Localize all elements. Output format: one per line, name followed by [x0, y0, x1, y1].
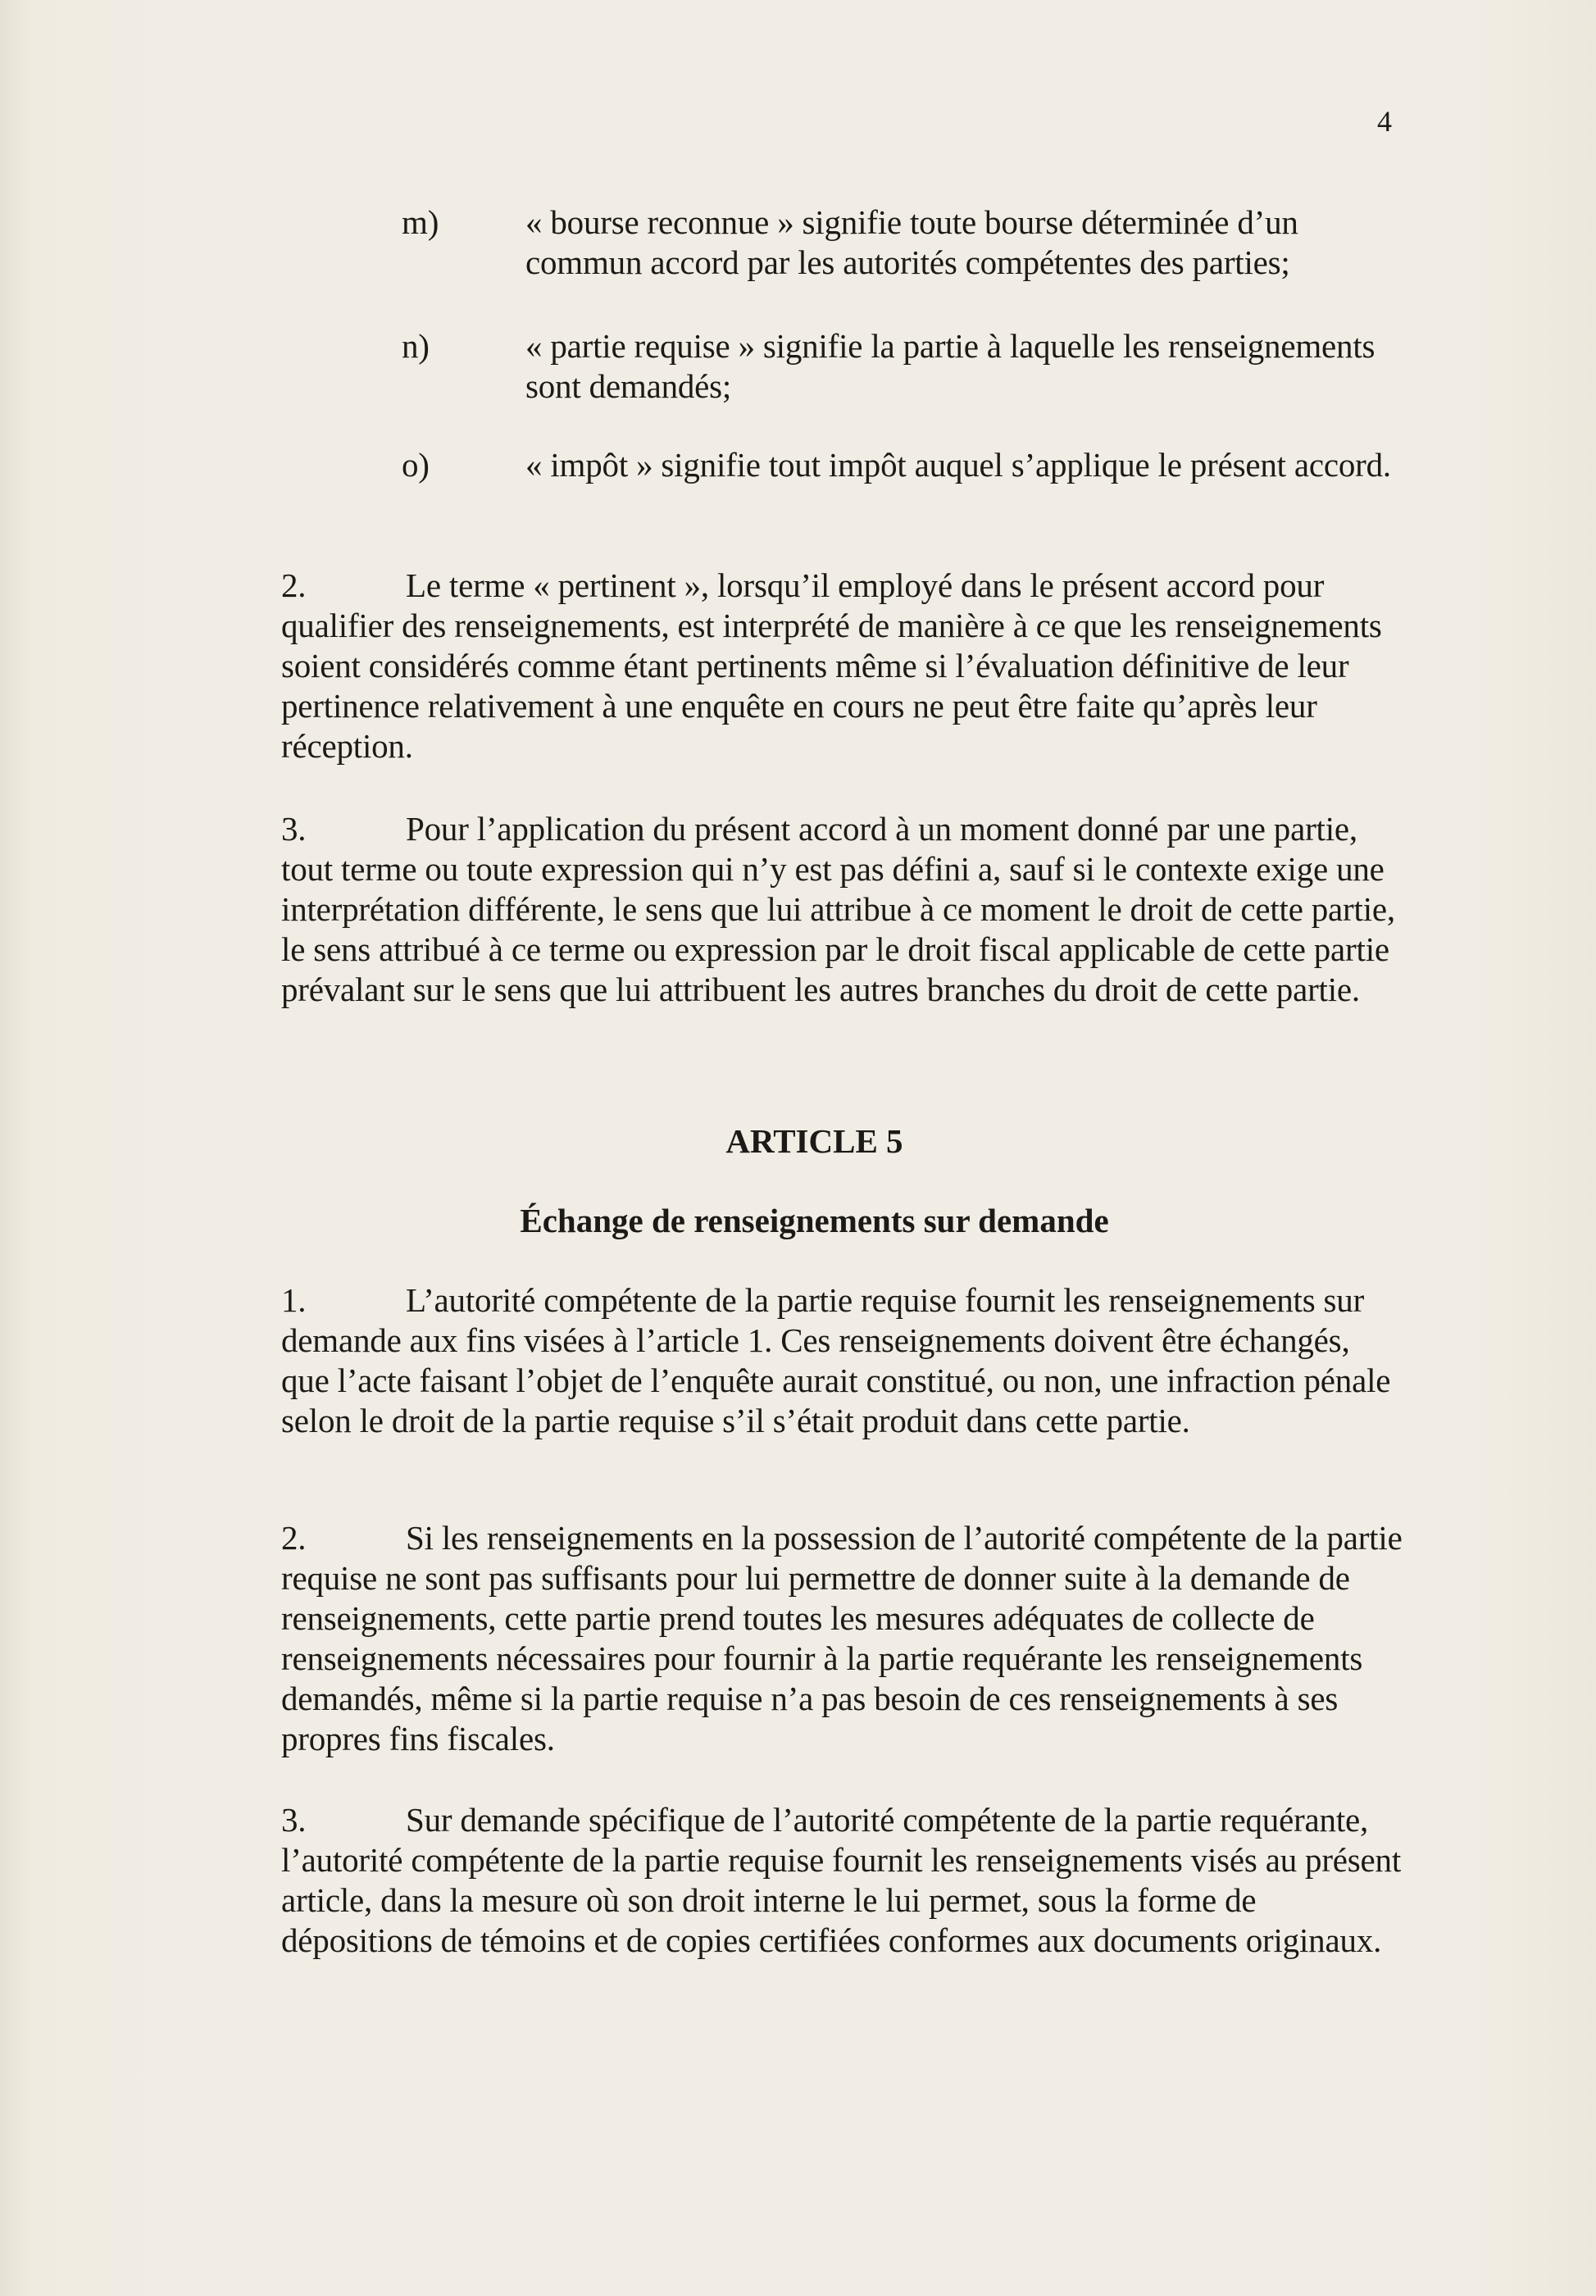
- paragraph-text: L’autorité compétente de la partie requise fournit les renseignements sur demande aux fins visées à l’article 1. Ces renseignements doivent être échangés, que l’acte faisant l’objet de l’enquête aurait constitué, ou non, une infraction pénale selon le droit de la partie requise s’il s’était produit dans cette partie.: [281, 1281, 1391, 1439]
- paragraph: [281, 566, 1403, 766]
- paragraph-text: Pour l’application du présent accord à un moment donné par une partie, tout terme ou toute expression qui n’y est pas défini a, sauf si le contexte exige une interprétation différente, le sens que lui attribue à ce moment le droit de cette partie, le sens attribué à ce terme ou expression par le droit fiscal applicable de cette partie prévalant sur le sens que lui attribuent les autres branches du droit de cette partie.: [281, 810, 1395, 1008]
- paragraph: [281, 1518, 1403, 1759]
- definition-text: « impôt » signifie tout impôt auquel s’applique le présent accord.: [525, 446, 1391, 484]
- paragraph-text: Le terme « pertinent », lorsqu’il employé dans le présent accord pour qualifier des renseignements, est interprété de manière à ce que les renseignements soient considérés comme étant pertinents même si l’évaluation définitive de leur pertinence relativement à une enquête en cours ne peut être faite qu’après leur réception.: [281, 566, 1382, 765]
- definition-text: « bourse reconnue » signifie toute bourse déterminée d’un commun accord par les autorités compétentes des parties;: [525, 203, 1298, 281]
- paragraph-number: 1.: [281, 1281, 307, 1319]
- definition-text: « partie requise » signifie la partie à laquelle les renseignements sont demandés;: [525, 327, 1375, 405]
- definition-letter: m): [402, 203, 439, 241]
- paragraph: [281, 1800, 1403, 1961]
- paragraph-number: 2.: [281, 1519, 307, 1557]
- definition-letter: o): [402, 446, 430, 484]
- paragraph-number: 3.: [281, 810, 307, 848]
- paragraph-text: Sur demande spécifique de l’autorité compétente de la partie requérante, l’autorité compétente de la partie requise fournit les renseignements visés au présent article, dans la mesure où son droit interne le lui permet, sous la forme de dépositions de témoins et de copies certifiées conformes aux documents originaux.: [281, 1801, 1402, 1959]
- paragraph: [281, 1280, 1403, 1441]
- article-title: ARTICLE 5: [725, 1122, 903, 1160]
- article-subtitle: Échange de renseignements sur demande: [520, 1202, 1109, 1239]
- paragraph-number: 2.: [281, 566, 307, 604]
- page-number: 4: [1377, 105, 1392, 138]
- paragraph: [281, 809, 1403, 1010]
- definition-letter: n): [402, 327, 430, 365]
- paragraph-text: Si les renseignements en la possession de l’autorité compétente de la partie requise ne sont pas suffisants pour lui permettre de donner suite à la demande de renseignements, cette partie prend toutes les mesures adéquates de collecte de renseignements nécessaires pour fournir à la partie requérante les renseignements demandés, même si la partie requise n’a pas besoin de ces renseignements à ses propres fins fiscales.: [281, 1519, 1403, 1757]
- paragraph-number: 3.: [281, 1801, 307, 1839]
